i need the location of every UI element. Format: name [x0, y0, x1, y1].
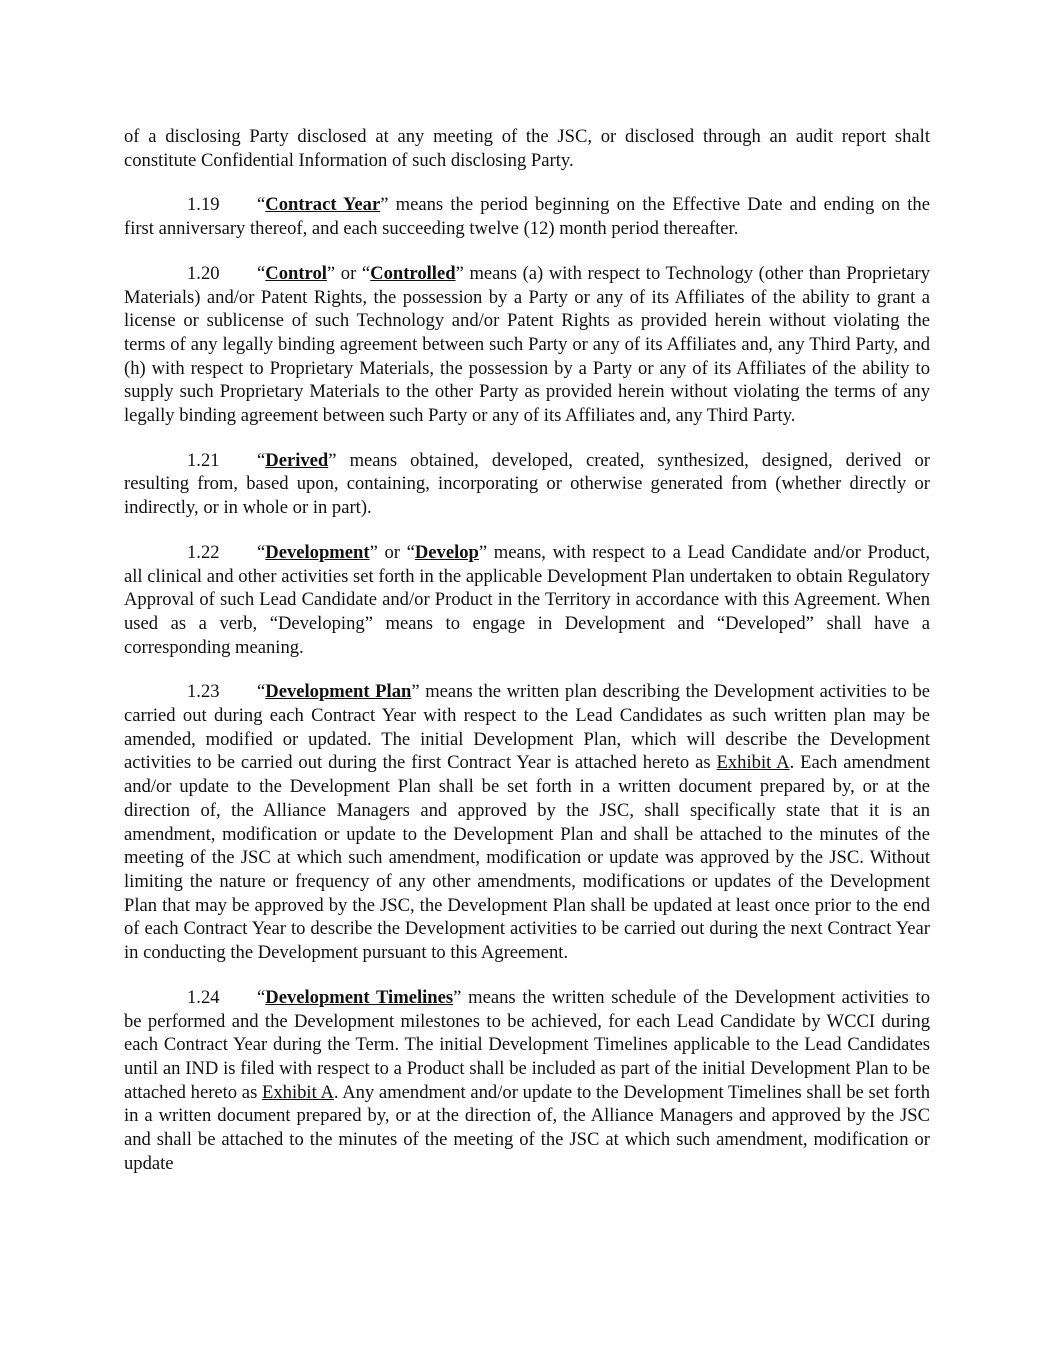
definition-1-19 — [124, 193, 930, 240]
defined-term-development-timelines: Development Timelines — [265, 986, 454, 1008]
open-quote: “ — [257, 986, 266, 1008]
defined-term-control: Control — [265, 262, 327, 284]
section-number: 1.20 — [187, 262, 220, 284]
open-quote: “ — [257, 262, 266, 284]
definition-text-continued: . Each amendment and/or update to the Development Plan shall be set forth in a written document prepared by, or at the direction of, the Alliance Managers and approved by the JSC, shall specifically state that it is an amendment, modification or update to the Development Plan and shall be attached to the minutes of the meeting of the JSC at which such amendment, modification or update was approved by the JSC. Without limiting the nature or frequency of any other amendments, modifications or updates of the Development Plan that may be approved by the JSC, the Development Plan shall be updated at least once prior to the end of each Contract Year to describe the Development activities to be carried out during the next Contract Year in conducting the Development pursuant to this Agreement. — [124, 752, 931, 964]
section-number: 1.24 — [187, 986, 220, 1008]
document-page — [124, 125, 930, 1196]
definition-text: ” means (a) with respect to Technology (other than Proprietary Materials) and/or Patent Rights, the possession by a Party or any of its Affiliates of the ability to grant a license or sublicense of such Technology and/or Patent Rights as provided herein without violating the terms of any legally binding agreement between such Party or any of its Affiliates and, any Third Party, and (h) with respect to Proprietary Materials, the possession by a Party or any of its Affiliates of the ability to supply such Proprietary Materials to the other Party as provided herein without violating the terms of any legally binding agreement between such Party or any of its Affiliates and, any Third Party. — [124, 262, 930, 427]
open-quote: “ — [257, 449, 266, 471]
open-quote: “ — [257, 541, 266, 563]
connector-text: ” or “ — [369, 541, 415, 563]
defined-term-controlled: Controlled — [370, 262, 456, 284]
defined-term-development: Development — [265, 541, 370, 563]
definition-1-21 — [124, 449, 930, 520]
definition-text: ” means the written plan describing the Development activities to be carried out during each Contract Year with respect to the Lead Candidates as such written plan may be amended, modified or updated. The initial Development Plan, which will describe the Development activities to be carried out during the first Contract Year is attached hereto as — [124, 681, 930, 774]
definition-text: ” means obtained, developed, created, synthesized, designed, derived or resulting from, based upon, containing, incorporating or otherwise generated from (whether directly or indirectly, or in whole or in part). — [124, 449, 930, 519]
definition-1-20 — [124, 262, 930, 428]
definition-1-24 — [124, 986, 930, 1176]
definition-1-22 — [124, 541, 930, 660]
section-number: 1.23 — [187, 681, 220, 703]
open-quote: “ — [257, 681, 266, 703]
paragraph-continuation — [124, 125, 930, 172]
section-number: 1.21 — [187, 449, 220, 471]
defined-term-develop: Develop — [414, 541, 479, 563]
defined-term-contract-year: Contract Year — [265, 194, 381, 216]
definition-1-23 — [124, 680, 930, 964]
paragraph-text: of a disclosing Party disclosed at any meeting of the JSC, or disclosed through an audit report shalt constitute Confidential Information of such disclosing Party. — [124, 126, 930, 171]
open-quote: “ — [257, 194, 266, 216]
exhibit-a-reference: Exhibit A — [262, 1081, 334, 1103]
defined-term-derived: Derived — [265, 449, 329, 471]
definition-text-continued: . Any amendment and/or update to the Development Timelines shall be set forth in a written document prepared by, or at the direction of, the Alliance Managers and approved by the JSC and shall be attached to the minutes of the meeting of the JSC at which such amendment, modification or update — [124, 1081, 930, 1174]
definition-text: ” means, with respect to a Lead Candidate and/or Product, all clinical and other activities set forth in the applicable Development Plan undertaken to obtain Regulatory Approval of such Lead Candidate and/or Product in the Territory in accordance with this Agreement. When used as a verb, “Developing” means to engage in Development and “Developed” shall have a corresponding meaning. — [124, 541, 930, 658]
definition-text: ” means the period beginning on the Effective Date and ending on the first anniversary thereof, and each succeeding twelve (12) month period thereafter. — [124, 194, 930, 240]
definition-text: ” means the written schedule of the Development activities to be performed and the Development milestones to be achieved, for each Lead Candidate by WCCI during each Contract Year during the Term. The initial Development Timelines applicable to the Lead Candidates until an IND is filed with respect to a Product shall be included as part of the initial Development Plan to be attached hereto as — [124, 986, 930, 1103]
exhibit-a-reference: Exhibit A — [716, 752, 790, 774]
connector-text: ” or “ — [326, 262, 371, 284]
defined-term-development-plan: Development Plan — [265, 681, 412, 703]
section-number: 1.22 — [187, 541, 220, 563]
section-number: 1.19 — [187, 194, 220, 216]
